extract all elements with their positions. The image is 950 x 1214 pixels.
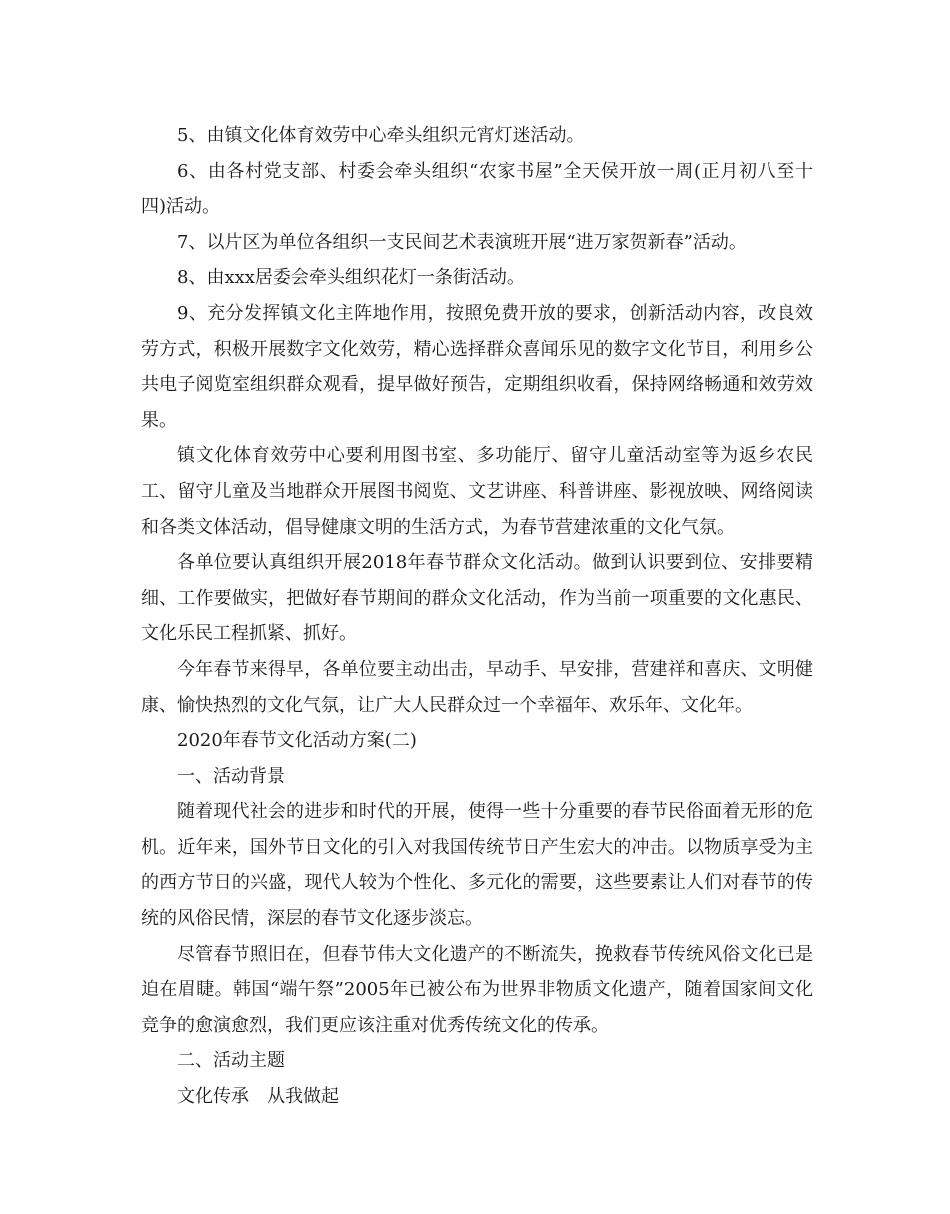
heading-theme: 二、活动主题 bbox=[177, 1050, 285, 1072]
paragraph-item-7: 7、以片区为单位各组织一支民间艺术表演班开展“进万家贺新春”活动。 bbox=[177, 231, 747, 253]
paragraph-background-2: 尽管春节照旧在，但春节伟大文化遗产的不断流失，挽救春节传统风俗文化已是迫在眉睫。韩国“端午祭”2005年已被公布为世界非物质文化遗产，随着国家间文化竞争的愈演愈烈，我们更应该注重对优秀传统文化的传承。 bbox=[141, 943, 813, 1036]
paragraph-item-9: 9、充分发挥镇文化主阵地作用，按照免费开放的要求，创新活动内容，改良效劳方式，积极开展数字文化效劳，精心选择群众喜闻乐见的数字文化节目，利用乡公共电子阅览室组织群众观看，提早做好预告，定期组织收看，保持网络畅通和效劳效果。 bbox=[141, 302, 813, 431]
paragraph-culture-center: 镇文化体育效劳中心要利用图书室、多功能厅、留守儿童活动室等为返乡农民工、留守儿童及当地群众开展图书阅览、文艺讲座、科普讲座、影视放映、网络阅读和各类文体活动，倡导健康文明的生活方式，为春节营建浓重的文化气氛。 bbox=[141, 445, 813, 538]
paragraph-background-1: 随着现代社会的进步和时代的开展，使得一些十分重要的春节民俗面着无形的危机。近年来，国外节日文化的引入对我国传统节日产生宏大的冲击。以物质享受为主的西方节日的兴盛，现代人较为个性化、多元化的需要，这些要素让人们对春节的传统的风俗民情，深层的春节文化逐步淡忘。 bbox=[141, 801, 813, 930]
paragraph-item-8: 8、由xxx居委会牵头组织花灯一条街活动。 bbox=[177, 267, 525, 289]
document-body bbox=[141, 118, 813, 1115]
paragraph-item-5: 5、由镇文化体育效劳中心牵头组织元宵灯迷活动。 bbox=[177, 125, 585, 146]
paragraph-units-organize: 各单位要认真组织开展2018年春节群众文化活动。做到认识要到位、安排要精细、工作要做实，把做好春节期间的群众文化活动，作为当前一项重要的文化惠民、文化乐民工程抓紧、抓好。 bbox=[141, 552, 813, 645]
paragraph-item-6: 6、由各村党支部、村委会牵头组织“农家书屋”全天侯开放一周(正月初八至十四)活动。 bbox=[141, 160, 813, 218]
paragraph-early-spring: 今年春节来得早，各单位要主动出击，早动手、早安排，营建祥和喜庆、文明健康、愉快热烈的文化气氛，让广大人民群众过一个幸福年、欢乐年、文化年。 bbox=[141, 658, 813, 716]
paragraph-theme: 文化传承 从我做起 bbox=[177, 1086, 339, 1108]
heading-background: 一、活动背景 bbox=[177, 765, 285, 787]
section-title-plan-two: 2020年春节文化活动方案(二) bbox=[177, 730, 417, 752]
